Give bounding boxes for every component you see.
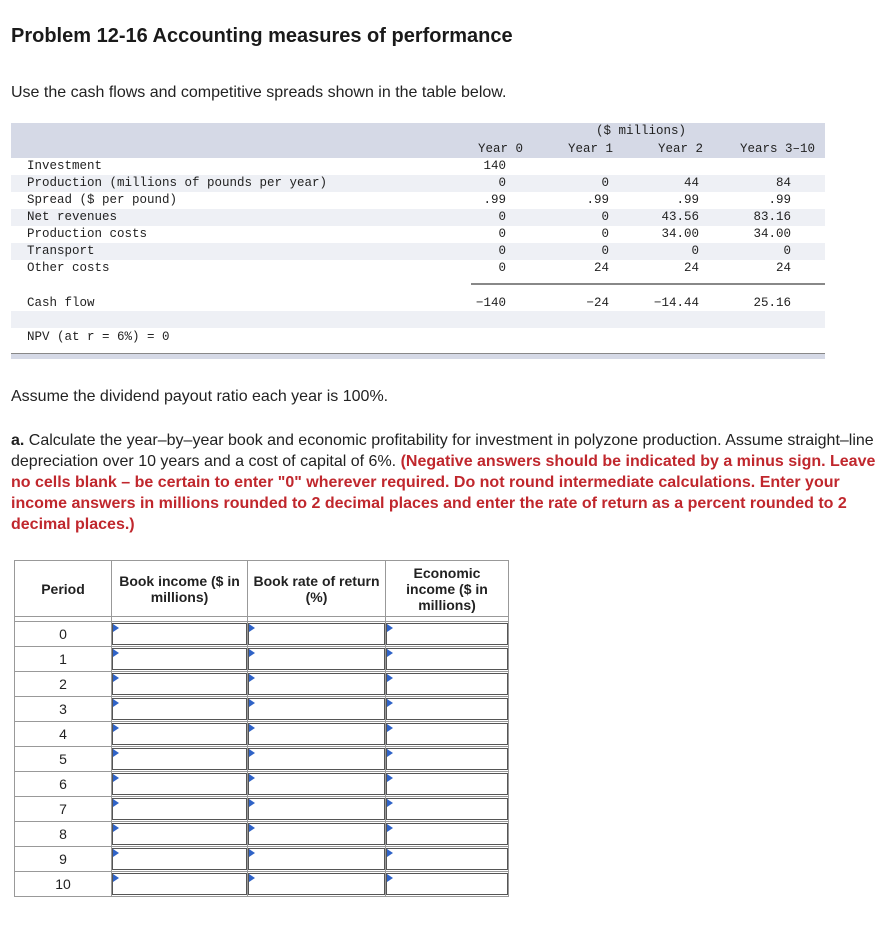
cell-year2: 34.00 — [661, 227, 699, 241]
book-income-input[interactable] — [112, 873, 247, 895]
row-band — [11, 311, 825, 328]
book-income-cell — [112, 647, 248, 672]
cell-year2: 24 — [683, 261, 699, 275]
intro-text: Use the cash flows and competitive spreads shown in the table below. — [11, 84, 507, 101]
period-cell: 6 — [15, 772, 112, 797]
period-cell: 4 — [15, 722, 112, 747]
period-cell: 1 — [15, 647, 112, 672]
cell-year1: 24 — [593, 261, 609, 275]
cell-year0: 0 — [498, 227, 506, 241]
header-economic-income: Economic income ($ in millions) — [386, 561, 509, 617]
economic-income-cell — [386, 722, 509, 747]
book-rate-input[interactable] — [248, 623, 385, 645]
book-income-input[interactable] — [112, 798, 247, 820]
cell-year2: 43.56 — [661, 210, 699, 224]
book-rate-cell — [248, 847, 386, 872]
row-label: Spread ($ per pound) — [27, 193, 178, 207]
task-label: a. — [11, 432, 25, 449]
cash-flow-label: Cash flow — [27, 296, 95, 310]
book-rate-input[interactable] — [248, 723, 385, 745]
book-rate-input[interactable] — [248, 873, 385, 895]
answer-table — [14, 560, 509, 897]
book-income-cell — [112, 622, 248, 647]
dividend-assumption: Assume the dividend payout ratio each year is 100%. — [11, 388, 389, 405]
row-label: Production costs — [27, 227, 148, 241]
book-income-input[interactable] — [112, 623, 247, 645]
economic-income-input[interactable] — [386, 623, 508, 645]
economic-income-input[interactable] — [386, 673, 508, 695]
row-label: Net revenues — [27, 210, 118, 224]
col-header-year1: Year 1 — [567, 142, 613, 156]
table-row — [15, 797, 509, 822]
cell-year2: 0 — [691, 244, 699, 258]
cell-year0: 140 — [483, 159, 506, 173]
row-label: Production (millions of pounds per year) — [27, 176, 328, 190]
book-rate-input[interactable] — [248, 698, 385, 720]
book-rate-cell — [248, 772, 386, 797]
cell-year0: 0 — [498, 176, 506, 190]
book-income-cell — [112, 772, 248, 797]
table-row — [15, 747, 509, 772]
book-income-input[interactable] — [112, 823, 247, 845]
book-rate-cell — [248, 697, 386, 722]
book-rate-cell — [248, 622, 386, 647]
cell-year0: 0 — [498, 210, 506, 224]
period-cell: 9 — [15, 847, 112, 872]
table-row — [15, 722, 509, 747]
row-band — [11, 209, 825, 226]
book-rate-cell — [248, 672, 386, 697]
economic-income-cell — [386, 747, 509, 772]
book-income-input[interactable] — [112, 648, 247, 670]
book-rate-input[interactable] — [248, 748, 385, 770]
economic-income-input[interactable] — [386, 798, 508, 820]
row-label: Other costs — [27, 261, 110, 275]
book-rate-cell — [248, 722, 386, 747]
table-row — [15, 847, 509, 872]
book-rate-cell — [248, 747, 386, 772]
economic-income-input[interactable] — [386, 648, 508, 670]
table-row — [15, 697, 509, 722]
task-red-instruction: (Negative answers should be indicated by a minus sign. Leave no cells blank – be certain to enter "0" wherever required. Do not round intermediate calculations. Enter your income answers in millions rounded to 2 decimal places and enter the rate of return as a percent rounded to 2 decimal places.) — [11, 453, 876, 533]
economic-income-input[interactable] — [386, 823, 508, 845]
book-rate-input[interactable] — [248, 798, 385, 820]
header-book-rate: Book rate of return (%) — [248, 561, 386, 617]
book-rate-input[interactable] — [248, 673, 385, 695]
book-income-cell — [112, 722, 248, 747]
economic-income-input[interactable] — [386, 773, 508, 795]
cash-flow-year2: −14.44 — [653, 296, 699, 310]
npv-label: NPV (at r = 6%) = 0 — [27, 330, 170, 344]
book-income-input[interactable] — [112, 773, 247, 795]
table-row — [15, 622, 509, 647]
book-income-cell — [112, 697, 248, 722]
economic-income-cell — [386, 672, 509, 697]
cell-year1: 0 — [601, 210, 609, 224]
cell-year1: 0 — [601, 244, 609, 258]
economic-income-input[interactable] — [386, 748, 508, 770]
task-text: Calculate the year–by–year book and economic profitability for investment in polyzone production. Assume straight–line depreciation over 10 years and a cost of capital of 6%. — [11, 432, 874, 470]
book-rate-cell — [248, 872, 386, 897]
table-row — [15, 772, 509, 797]
cell-year0: 0 — [498, 261, 506, 275]
total-rule — [471, 283, 825, 285]
economic-income-cell — [386, 622, 509, 647]
economic-income-input[interactable] — [386, 723, 508, 745]
header-period: Period — [15, 561, 112, 617]
economic-income-cell — [386, 797, 509, 822]
cell-year0: .99 — [483, 193, 506, 207]
economic-income-cell — [386, 647, 509, 672]
units-header: ($ millions) — [595, 124, 686, 138]
row-label: Investment — [27, 159, 103, 173]
economic-income-cell — [386, 772, 509, 797]
book-income-cell — [112, 672, 248, 697]
cash-flow-table — [11, 123, 825, 359]
cash-flow-year0: −140 — [475, 296, 506, 310]
cell-year1: 0 — [601, 176, 609, 190]
cell-years3-10: 34.00 — [753, 227, 791, 241]
economic-income-input[interactable] — [386, 698, 508, 720]
cell-year2: .99 — [676, 193, 699, 207]
cell-years3-10: 24 — [775, 261, 791, 275]
cell-years3-10: 0 — [783, 244, 791, 258]
book-income-cell — [112, 872, 248, 897]
period-cell: 10 — [15, 872, 112, 897]
table-row — [15, 672, 509, 697]
book-income-cell — [112, 797, 248, 822]
book-income-cell — [112, 847, 248, 872]
book-rate-cell — [248, 822, 386, 847]
book-income-input[interactable] — [112, 848, 247, 870]
cash-flow-year1: −24 — [586, 296, 609, 310]
row-band — [11, 243, 825, 260]
economic-income-cell — [386, 847, 509, 872]
table-row — [15, 822, 509, 847]
cell-year1: 0 — [601, 227, 609, 241]
col-header-year0: Year 0 — [477, 142, 523, 156]
book-income-input[interactable] — [112, 723, 247, 745]
task-instructions — [11, 430, 879, 535]
period-cell: 7 — [15, 797, 112, 822]
cell-years3-10: 84 — [775, 176, 791, 190]
book-rate-cell — [248, 797, 386, 822]
book-rate-input[interactable] — [248, 823, 385, 845]
economic-income-input[interactable] — [386, 873, 508, 895]
row-label: Transport — [27, 244, 95, 258]
book-rate-input[interactable] — [248, 848, 385, 870]
table-row — [15, 872, 509, 897]
cell-year1: .99 — [586, 193, 609, 207]
cell-years3-10: 83.16 — [753, 210, 791, 224]
book-rate-input[interactable] — [248, 648, 385, 670]
cash-flow-years3-10: 25.16 — [753, 296, 791, 310]
book-income-cell — [112, 822, 248, 847]
book-income-input[interactable] — [112, 673, 247, 695]
book-income-input[interactable] — [112, 748, 247, 770]
period-cell: 5 — [15, 747, 112, 772]
book-income-cell — [112, 747, 248, 772]
book-income-input[interactable] — [112, 698, 247, 720]
book-rate-cell — [248, 647, 386, 672]
economic-income-cell — [386, 872, 509, 897]
period-cell: 8 — [15, 822, 112, 847]
page-title: Problem 12-16 Accounting measures of performance — [11, 25, 513, 47]
period-cell: 0 — [15, 622, 112, 647]
cell-year2: 44 — [683, 176, 699, 190]
period-cell: 2 — [15, 672, 112, 697]
bottom-band — [11, 354, 825, 359]
cell-years3-10: .99 — [768, 193, 791, 207]
col-header-year2: Year 2 — [657, 142, 703, 156]
economic-income-input[interactable] — [386, 848, 508, 870]
economic-income-cell — [386, 822, 509, 847]
economic-income-cell — [386, 697, 509, 722]
table-row — [15, 647, 509, 672]
period-cell: 3 — [15, 697, 112, 722]
header-book-income: Book income ($ in millions) — [112, 561, 248, 617]
col-header-years3-10: Years 3–10 — [739, 142, 815, 156]
cell-year0: 0 — [498, 244, 506, 258]
book-rate-input[interactable] — [248, 773, 385, 795]
